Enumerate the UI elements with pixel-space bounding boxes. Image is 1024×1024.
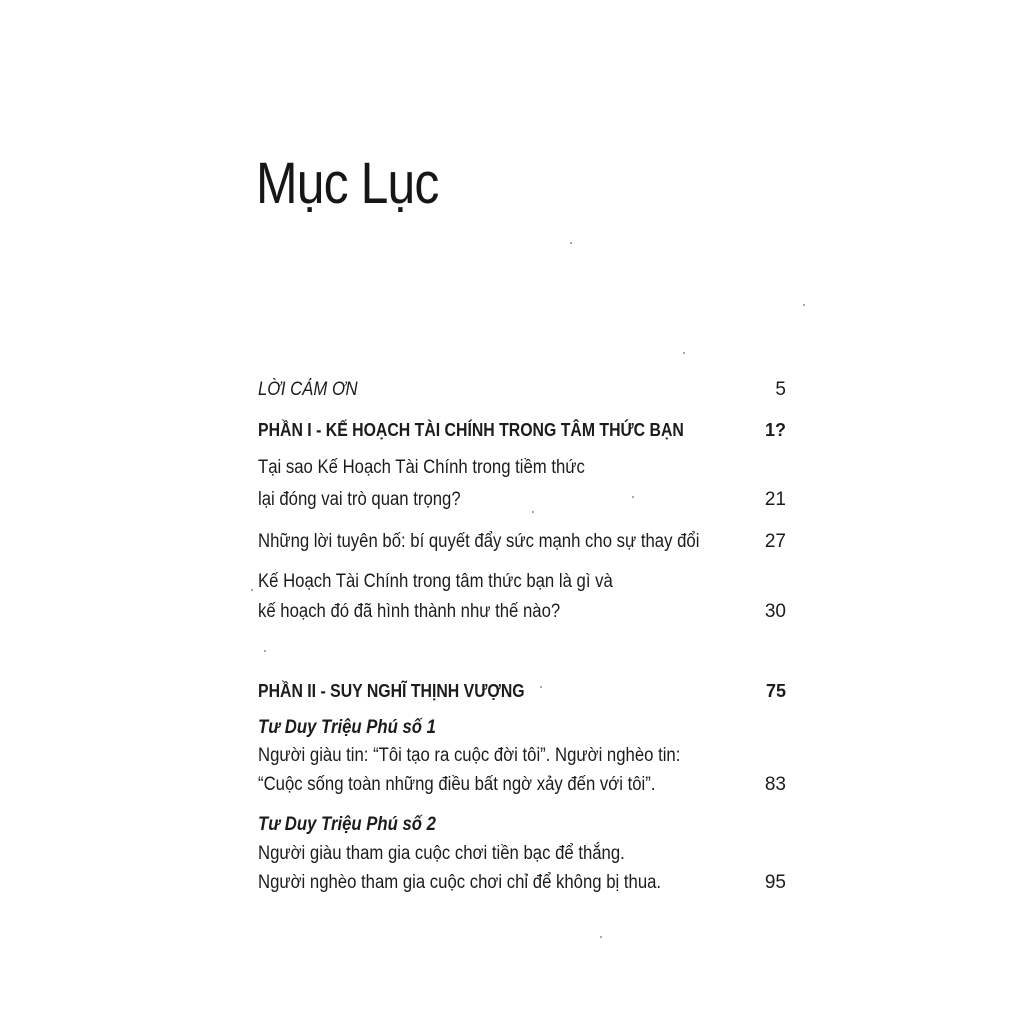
toc-entry-item-3-line-2: kế hoạch đó đã hình thành như thế nào? bbox=[258, 601, 561, 622]
toc-entry-part-2: PHẦN II - SUY NGHĨ THỊNH VƯỢNG bbox=[258, 681, 525, 701]
toc-page-principle-2: 95 bbox=[764, 872, 786, 893]
toc-principle-2-line-1: Người giàu tham gia cuộc chơi tiền bạc để thắng. bbox=[258, 843, 625, 864]
toc-entry-item-3-line-1: Kế Hoạch Tài Chính trong tâm thức bạn là gì và bbox=[258, 571, 613, 592]
dust-speck bbox=[532, 511, 534, 513]
dust-speck bbox=[632, 496, 634, 498]
dust-speck bbox=[251, 589, 253, 591]
toc-principle-1-line-1: Người giàu tin: “Tôi tạo ra cuộc đời tôi”. Người nghèo tin: bbox=[258, 745, 681, 766]
toc-page-part-2: 75 bbox=[765, 681, 786, 701]
toc-page-item-2: 27 bbox=[764, 531, 786, 552]
toc-page-acknowledgments: 5 bbox=[775, 379, 786, 400]
toc-principle-1-heading: Tư Duy Triệu Phú số 1 bbox=[258, 717, 436, 738]
toc-entry-item-1-line-1: Tại sao Kế Hoạch Tài Chính trong tiềm thức bbox=[258, 457, 585, 478]
toc-entry-item-2: Những lời tuyên bố: bí quyết đẩy sức mạnh cho sự thay đổi bbox=[258, 531, 700, 552]
toc-entry-item-1-line-2: lại đóng vai trò quan trọng? bbox=[258, 489, 461, 510]
toc-principle-1-line-2: “Cuộc sống toàn những điều bất ngờ xảy đến với tôi”. bbox=[258, 774, 656, 795]
dust-speck bbox=[683, 352, 685, 354]
dust-speck bbox=[540, 686, 542, 688]
toc-page-principle-1: 83 bbox=[764, 774, 786, 795]
toc-page-item-1: 21 bbox=[764, 489, 786, 510]
dust-speck bbox=[264, 650, 266, 652]
dust-speck bbox=[570, 242, 572, 244]
toc-page-item-3: 30 bbox=[764, 601, 786, 622]
toc-entry-part-1: PHẦN I - KẾ HOẠCH TÀI CHÍNH TRONG TÂM THỨC BẠN bbox=[258, 420, 684, 440]
toc-principle-2-line-2: Người nghèo tham gia cuộc chơi chỉ để không bị thua. bbox=[258, 872, 662, 893]
toc-page-part-1: 1? bbox=[764, 420, 786, 440]
dust-speck bbox=[803, 304, 805, 306]
toc-principle-2-heading: Tư Duy Triệu Phú số 2 bbox=[258, 814, 436, 835]
page-title: Mục Lục bbox=[256, 151, 439, 216]
dust-speck bbox=[600, 936, 602, 938]
toc-entry-acknowledgments: LỜI CẢM ƠN bbox=[258, 379, 358, 400]
